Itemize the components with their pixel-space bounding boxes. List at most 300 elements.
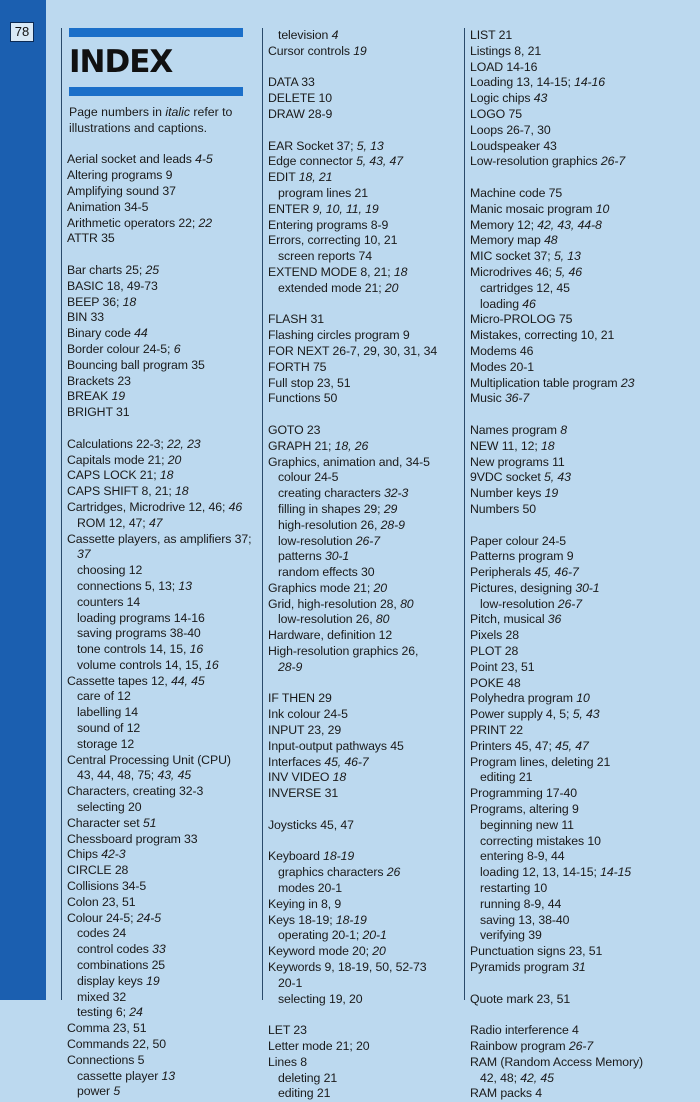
entry-text: beginning new 11 — [480, 817, 574, 832]
entry-text: running 8-9, 44 — [480, 896, 562, 911]
index-entry — [268, 707, 453, 723]
index-entry — [470, 707, 692, 723]
entry-text: Flashing circles program 9 — [268, 328, 410, 343]
entry-text: selecting 19, 20 — [278, 991, 363, 1006]
letter-gap — [268, 1007, 453, 1023]
index-entry — [470, 44, 692, 60]
entry-text: Binary code — [67, 326, 135, 341]
entry-illustration-pages: 5, 43 — [572, 707, 600, 722]
letter-gap — [470, 518, 692, 534]
entry-illustration-pages: 19 — [353, 43, 367, 58]
entry-text: Graphics, animation and, 34-5 — [268, 454, 430, 469]
entry-text: INVERSE 31 — [268, 786, 339, 801]
entry-text: LIST 21 — [470, 28, 513, 42]
index-entry — [268, 897, 453, 913]
entry-illustration-pages: 14-16 — [574, 75, 606, 90]
entry-text: 43, 44, 48, 75; — [77, 768, 158, 783]
entry-text: Bar charts 25; — [67, 262, 146, 277]
index-subentry — [268, 486, 453, 502]
index-entry — [67, 879, 254, 895]
entry-text: DELETE 10 — [268, 91, 333, 106]
entry-text: Number keys — [470, 486, 545, 501]
index-subentry — [67, 642, 254, 658]
index-entry — [67, 389, 254, 405]
entry-illustration-pages: 5, 43 — [543, 470, 571, 485]
index-entry — [268, 644, 453, 660]
entry-illustration-pages: 42, 43, 44-8 — [537, 217, 602, 232]
index-entry — [268, 391, 453, 407]
entry-text: Bouncing ball program 35 — [67, 357, 205, 372]
letter-gap — [470, 976, 692, 992]
entry-text: entering 8-9, 44 — [480, 849, 565, 864]
index-subentry — [470, 897, 692, 913]
index-entry — [470, 455, 692, 471]
entry-text: Rainbow program — [470, 1039, 569, 1053]
index-entry — [268, 1023, 453, 1039]
entry-text: Lines 8 — [268, 1054, 307, 1069]
entry-text: editing 21 — [480, 770, 533, 785]
index-subentry — [268, 881, 453, 897]
entry-text: mixed 32 — [77, 989, 127, 1004]
entry-text: loading 12, 13, 14-15; — [480, 865, 601, 880]
index-subentry — [268, 281, 453, 297]
index-subentry — [268, 549, 453, 565]
entry-text: random effects 30 — [278, 565, 375, 580]
index-subentry — [470, 881, 692, 897]
index-subentry — [67, 926, 254, 942]
entry-text: High-resolution graphics 26, — [268, 644, 419, 659]
index-entry — [470, 581, 692, 597]
entry-illustration-pages: 20 — [384, 280, 399, 295]
entry-text: Memory map — [470, 233, 545, 248]
index-entry — [67, 437, 254, 453]
index-entry — [470, 644, 692, 660]
entry-text: EDIT — [268, 170, 299, 185]
entry-illustration-pages: 22 — [198, 215, 212, 230]
index-subentry — [67, 958, 254, 974]
index-list — [67, 137, 254, 1101]
entry-illustration-pages: 4 — [331, 28, 339, 42]
index-entry — [268, 818, 453, 834]
index-entry — [268, 344, 453, 360]
entry-text: power — [77, 1084, 114, 1099]
entry-text: Modes 20-1 — [470, 359, 534, 374]
index-subentry — [470, 913, 692, 929]
index-entry — [470, 549, 692, 565]
index-entry — [268, 170, 453, 186]
entry-text: connections 5, 13; — [77, 578, 179, 593]
entry-text: Calculations 22-3; — [67, 436, 167, 451]
entry-text: Paper colour 24-5 — [470, 533, 567, 548]
entry-text: Modems 46 — [470, 343, 534, 358]
index-entry — [67, 832, 254, 848]
index-subentry — [268, 28, 453, 44]
index-entry — [470, 470, 692, 486]
entry-illustration-pages: 33 — [152, 942, 166, 957]
entry-text: Grid, high-resolution 28, — [268, 596, 401, 611]
entry-illustration-pages: 43 — [533, 91, 548, 106]
entry-text: low-resolution 26, — [278, 612, 376, 627]
index-entry — [470, 660, 692, 676]
index-subentry — [67, 1069, 254, 1085]
index-entry — [268, 139, 453, 155]
entry-text: Quote mark 23, 51 — [470, 991, 571, 1006]
entry-text: modes 20-1 — [278, 881, 342, 896]
entry-text: Brackets 23 — [67, 373, 131, 388]
index-subentry — [268, 660, 453, 676]
index-subentry — [67, 768, 254, 784]
letter-gap — [268, 60, 453, 76]
entry-text: CAPS LOCK 21; — [67, 468, 160, 483]
index-entry — [67, 895, 254, 911]
entry-text: Border colour 24-5; — [67, 341, 174, 356]
index-subentry — [67, 547, 254, 563]
entry-illustration-pages: 20-1 — [362, 928, 387, 943]
entry-text: creating characters — [278, 486, 384, 501]
entry-illustration-pages: 26-7 — [355, 533, 381, 548]
index-entry — [470, 565, 692, 581]
index-subentry — [67, 800, 254, 816]
entry-illustration-pages: 20 — [373, 580, 387, 595]
entry-text: 20-1 — [278, 975, 303, 990]
index-entry — [470, 1039, 692, 1055]
index-entry — [470, 139, 692, 155]
entry-illustration-pages: 44 — [134, 326, 148, 341]
index-subentry — [470, 281, 692, 297]
entry-text: GRAPH 21; — [268, 438, 335, 453]
entry-text: DRAW 28-9 — [268, 106, 333, 121]
index-entry — [268, 1039, 453, 1055]
entry-illustration-pages: 19 — [111, 389, 125, 404]
entry-illustration-pages: 51 — [142, 815, 157, 830]
entry-text: GOTO 23 — [268, 422, 321, 437]
entry-illustration-pages: 26 — [386, 865, 401, 880]
entry-text: LOGO 75 — [470, 106, 522, 121]
entry-text: storage 12 — [77, 736, 135, 751]
index-entry — [67, 911, 254, 927]
index-entry — [67, 405, 254, 421]
index-entry — [67, 847, 254, 863]
entry-illustration-pages: 24-5 — [136, 910, 162, 925]
letter-gap — [268, 297, 453, 313]
letter-gap — [470, 1007, 692, 1023]
index-subentry — [67, 990, 254, 1006]
entry-illustration-pages: 26-7 — [568, 1039, 594, 1053]
entry-illustration-pages: 43, 45 — [157, 768, 192, 783]
entry-text: Loops 26-7, 30 — [470, 122, 551, 137]
index-entry — [470, 186, 692, 202]
index-subentry — [67, 563, 254, 579]
entry-text: RAM (Random Access Memory) — [470, 1054, 644, 1069]
entry-text: Multiplication table program — [470, 375, 621, 390]
entry-illustration-pages: 46 — [522, 296, 536, 311]
letter-gap — [268, 676, 453, 692]
intro-italic-word: italic — [165, 105, 190, 119]
index-subentry — [268, 865, 453, 881]
entry-text: INPUT 23, 29 — [268, 723, 342, 738]
index-entry — [268, 328, 453, 344]
index-subentry — [268, 186, 453, 202]
letter-gap — [268, 834, 453, 850]
entry-text: labelling 14 — [77, 705, 139, 720]
index-entry — [470, 486, 692, 502]
index-entry — [470, 802, 692, 818]
entry-illustration-pages: 30-1 — [575, 580, 600, 595]
entry-text: Entering programs 8-9 — [268, 217, 389, 232]
index-entry — [67, 674, 254, 690]
entry-text: Characters, creating 32-3 — [67, 784, 204, 799]
index-subentry — [67, 1084, 254, 1100]
index-subentry — [67, 737, 254, 753]
index-entry — [67, 358, 254, 374]
entry-text: Connections 5 — [67, 1052, 145, 1067]
entry-text: Pictures, designing — [470, 580, 576, 595]
entry-text: saving programs 38-40 — [77, 626, 201, 641]
entry-illustration-pages: 4-5 — [195, 152, 213, 167]
entry-illustration-pages: 10 — [576, 691, 590, 706]
index-entry — [470, 439, 692, 455]
index-entry — [470, 723, 692, 739]
index-entry — [67, 863, 254, 879]
index-subentry — [67, 1005, 254, 1021]
index-entry — [470, 233, 692, 249]
entry-illustration-pages: 36 — [547, 612, 562, 627]
entry-text: program lines 21 — [278, 185, 368, 200]
entry-illustration-pages: 32-3 — [384, 486, 409, 501]
index-subentry — [470, 818, 692, 834]
entry-text: Cartridges, Microdrive 12, 46; — [67, 499, 229, 514]
index-subentry — [470, 297, 692, 313]
index-entry — [268, 723, 453, 739]
entry-text: Pixels 28 — [470, 628, 519, 643]
entry-text: choosing 12 — [77, 563, 143, 578]
index-entry — [268, 786, 453, 802]
entry-text: Ink colour 24-5 — [268, 707, 348, 722]
entry-text: Letter mode 21; 20 — [268, 1039, 370, 1053]
index-entry — [268, 265, 453, 281]
entry-text: INV VIDEO — [268, 770, 333, 785]
index-subentry — [67, 721, 254, 737]
index-entry — [268, 44, 453, 60]
entry-illustration-pages: 48 — [544, 233, 558, 248]
index-entry — [67, 152, 254, 168]
entry-illustration-pages: 18, 21 — [298, 170, 333, 185]
entry-text: Chips — [67, 847, 102, 862]
index-subentry — [268, 518, 453, 534]
index-entry — [67, 168, 254, 184]
entry-text: Input-output pathways 45 — [268, 738, 404, 753]
entry-text: Low-resolution graphics — [470, 154, 601, 169]
entry-text: Memory 12; — [470, 217, 538, 232]
letter-gap — [268, 802, 453, 818]
entry-illustration-pages: 19 — [544, 486, 559, 501]
index-entry — [268, 439, 453, 455]
index-subentry — [67, 658, 254, 674]
letter-gap — [268, 407, 453, 423]
entry-illustration-pages: 20 — [372, 944, 386, 959]
entry-illustration-pages: 5, 13 — [356, 138, 384, 153]
entry-text: loading — [480, 296, 523, 311]
entry-text: codes 24 — [77, 926, 127, 941]
index-subentry — [268, 612, 453, 628]
entry-illustration-pages: 25 — [145, 262, 159, 277]
entry-illustration-pages: 22, 23 — [166, 436, 201, 451]
index-subentry — [67, 974, 254, 990]
entry-text: colour 24-5 — [278, 470, 339, 485]
index-entry — [470, 218, 692, 234]
entry-illustration-pages: 42-3 — [101, 847, 126, 862]
entry-text: Interfaces — [268, 754, 325, 769]
entry-illustration-pages: 36-7 — [504, 391, 530, 406]
letter-gap — [67, 421, 254, 437]
entry-illustration-pages: 5, 13 — [553, 249, 581, 264]
index-subentry — [470, 834, 692, 850]
entry-text: FORTH 75 — [268, 359, 327, 374]
entry-text: cassette player — [77, 1068, 162, 1083]
entry-text: Printers 45, 47; — [470, 738, 556, 753]
index-entry — [268, 597, 453, 613]
entry-text: low-resolution — [278, 533, 356, 548]
index-entry — [67, 484, 254, 500]
entry-illustration-pages: 14-15 — [600, 865, 632, 880]
entry-text: Colon 23, 51 — [67, 894, 136, 909]
entry-text: low-resolution — [480, 596, 558, 611]
entry-text: CIRCLE 28 — [67, 863, 129, 878]
index-entry — [67, 816, 254, 832]
entry-text: Pitch, musical — [470, 612, 548, 627]
index-subentry — [268, 928, 453, 944]
entry-text: New programs 11 — [470, 454, 565, 469]
index-entry — [470, 628, 692, 644]
entry-text: Keyword mode 20; — [268, 944, 373, 959]
index-entry — [268, 913, 453, 929]
entry-illustration-pages: 18 — [122, 294, 137, 309]
index-subentry — [67, 626, 254, 642]
entry-text: Errors, correcting 10, 21 — [268, 233, 398, 248]
index-entry — [67, 532, 254, 548]
entry-text: display keys — [77, 973, 147, 988]
entry-text: Cassette tapes 12, — [67, 673, 172, 688]
index-entry — [67, 184, 254, 200]
entry-illustration-pages: 13 — [178, 578, 192, 593]
index-entry — [67, 1037, 254, 1053]
index-subentry — [268, 502, 453, 518]
entry-illustration-pages: 44, 45 — [171, 673, 205, 688]
entry-illustration-pages: 5, 46 — [555, 264, 583, 279]
index-entry — [470, 265, 692, 281]
entry-illustration-pages: 18, 26 — [334, 438, 369, 453]
entry-text: Programming 17-40 — [470, 786, 577, 801]
index-list — [470, 28, 692, 1102]
entry-illustration-pages: 30-1 — [324, 549, 350, 564]
index-column-3 — [464, 28, 692, 1101]
entry-illustration-pages: 28-9 — [278, 659, 303, 674]
index-entry — [470, 1086, 692, 1102]
entry-text: Loading 13, 14-15; — [470, 75, 575, 90]
entry-text: MIC socket 37; — [470, 249, 554, 264]
entry-text: Cursor controls — [268, 43, 354, 58]
entry-text: Keywords 9, 18-19, 50, 52-73 — [268, 960, 427, 975]
index-entry — [268, 455, 453, 471]
entry-illustration-pages: 9, 10, 11, 19 — [312, 201, 379, 216]
index-entry — [470, 154, 692, 170]
index-entry — [470, 123, 692, 139]
index-entry — [67, 453, 254, 469]
index-entry — [470, 739, 692, 755]
index-list — [268, 28, 453, 1102]
index-entry — [268, 960, 453, 976]
entry-illustration-pages: 47 — [148, 515, 163, 530]
index-entry — [470, 1055, 692, 1071]
index-subentry — [268, 1086, 453, 1102]
entry-text: BASIC 18, 49-73 — [67, 278, 158, 293]
index-entry — [470, 960, 692, 976]
entry-text: Graphics mode 21; — [268, 580, 374, 595]
entry-text: Cassette players, as amplifiers 37; — [67, 531, 252, 546]
index-subentry — [268, 534, 453, 550]
index-entry — [470, 376, 692, 392]
entry-text: Program lines, deleting 21 — [470, 754, 611, 769]
entry-text: Loudspeaker 43 — [470, 138, 557, 153]
index-subentry — [67, 942, 254, 958]
intro-lead: Page numbers in — [69, 105, 166, 119]
index-entry — [470, 60, 692, 76]
index-entry — [67, 1053, 254, 1069]
entry-text: Music — [470, 391, 505, 406]
entry-illustration-pages: 18 — [159, 468, 174, 483]
index-entry — [470, 344, 692, 360]
index-subentry — [67, 689, 254, 705]
entry-text: Microdrives 46; — [470, 264, 556, 279]
entry-illustration-pages: 6 — [173, 341, 181, 356]
entry-text: television — [278, 28, 332, 42]
entry-text: Punctuation signs 23, 51 — [470, 944, 603, 959]
entry-illustration-pages: 45, 46-7 — [534, 565, 579, 580]
index-entry — [67, 500, 254, 516]
entry-text: 9VDC socket — [470, 470, 544, 485]
title-rule-bottom — [69, 87, 243, 96]
index-entry — [268, 376, 453, 392]
entry-illustration-pages: 45, 46-7 — [324, 754, 369, 769]
entry-text: cartridges 12, 45 — [480, 280, 570, 295]
entry-text: Edge connector — [268, 154, 357, 169]
index-entry — [268, 91, 453, 107]
index-entry — [470, 944, 692, 960]
entry-illustration-pages: 80 — [400, 596, 414, 611]
letter-gap — [67, 247, 254, 263]
index-entry — [268, 755, 453, 771]
index-entry — [268, 739, 453, 755]
index-entry — [470, 676, 692, 692]
entry-text: Colour 24-5; — [67, 910, 137, 925]
index-entry — [470, 534, 692, 550]
entry-text: BIN 33 — [67, 310, 104, 325]
entry-text: CAPS SHIFT 8, 21; — [67, 484, 176, 499]
entry-text: FLASH 31 — [268, 312, 324, 327]
index-subentry — [268, 249, 453, 265]
index-entry — [470, 786, 692, 802]
letter-gap — [470, 407, 692, 423]
index-entry — [470, 691, 692, 707]
entry-text: saving 13, 38-40 — [480, 912, 570, 927]
entry-text: correcting mistakes 10 — [480, 833, 601, 848]
index-entry — [67, 263, 254, 279]
index-entry — [470, 755, 692, 771]
index-entry — [470, 423, 692, 439]
index-subentry — [470, 1071, 692, 1087]
entry-illustration-pages: 24 — [129, 1005, 143, 1020]
entry-text: Power supply 4, 5; — [470, 707, 573, 722]
